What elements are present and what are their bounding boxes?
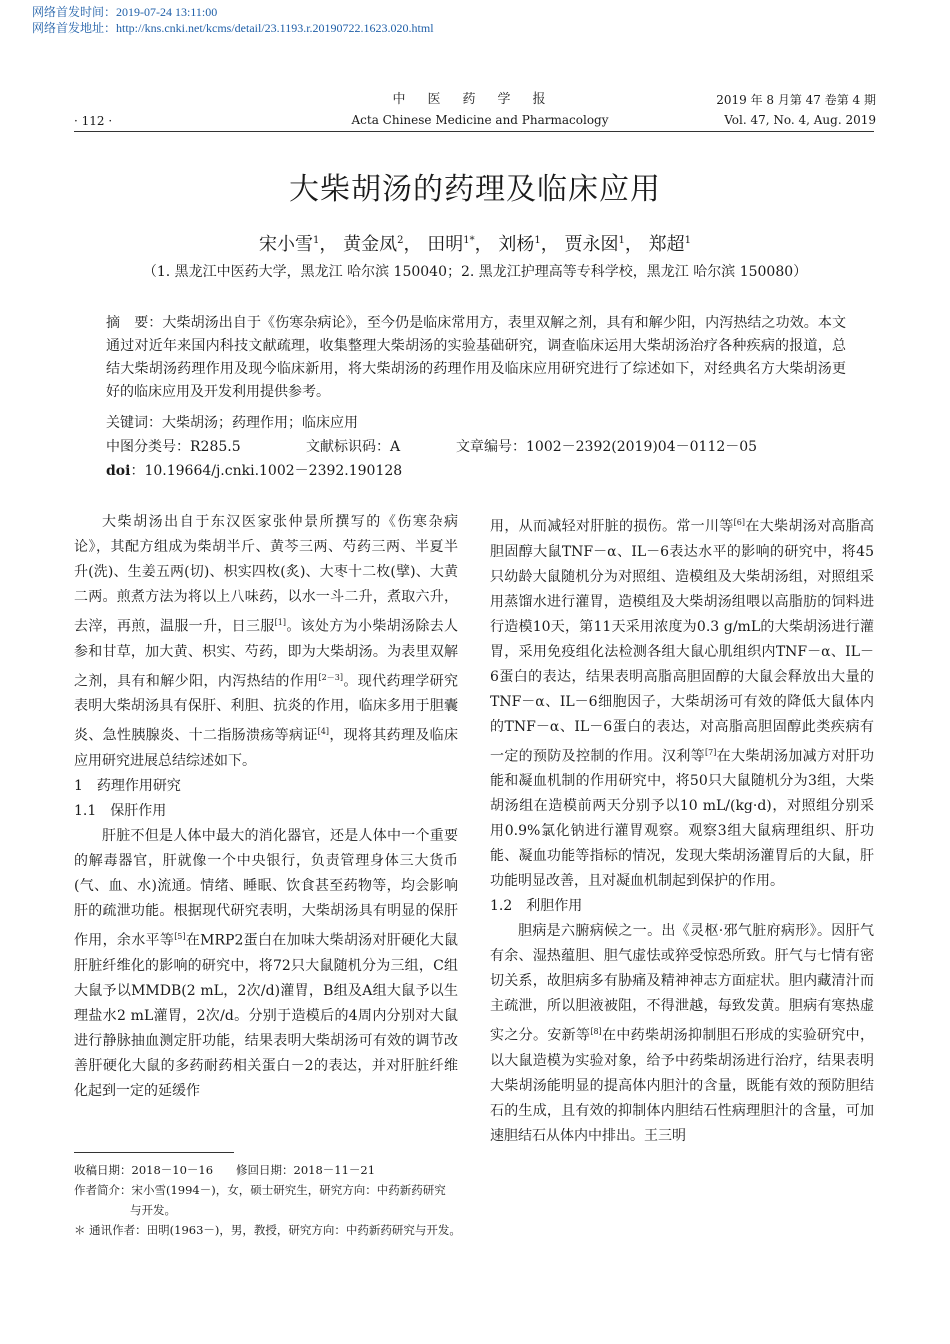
author: 黄金凤 xyxy=(343,234,398,255)
author: 刘杨 xyxy=(498,234,535,255)
clc-number: 中图分类号：R285.5 xyxy=(106,439,241,455)
citation[interactable]: [5] xyxy=(174,931,186,941)
keywords: 关键词：大柴胡汤；药理作用；临床应用 xyxy=(106,415,358,431)
citation[interactable]: [6] xyxy=(733,518,746,527)
journal-name-en: Acta Chinese Medicine and Pharmacology xyxy=(351,113,609,127)
author: 田明 xyxy=(427,234,464,255)
author: 郑超 xyxy=(648,234,685,255)
subsection-heading: 1.1 保肝作用 xyxy=(74,802,167,819)
author: 贾永囡 xyxy=(564,234,619,255)
corresponding-author: ＊ 通讯作者：田明(1963－)，男，教授，研究方向：中药新药研究与开发。 xyxy=(74,1223,461,1237)
footnotes xyxy=(74,1160,464,1240)
page-number: · 112 · xyxy=(74,114,113,128)
abstract: 摘 要：大柴胡汤出自于《伤寒杂病论》，至今仍是临床常用方，表里双解之剂，具有和解少阳，内泻热结之功效。本文通过对近年来国内科技文献疏理，收集整理大柴胡汤的实验基础研究，调查临床运用大柴胡汤治疗各种疾病的报道，总结大柴胡汤药理作用及现今临床新用，将大柴胡汤的药理作用及临床应用研究进行了综述如下，对经典名方大柴胡汤更好的临床应用及开发利用提供参考。 xyxy=(106,315,846,400)
issue-info-cn: 2019 年 8 月第 47 卷第 4 期 xyxy=(716,93,876,107)
citation[interactable]: [1] xyxy=(274,618,287,627)
right-column xyxy=(490,510,874,1149)
body-paragraph: 肝脏不但是人体中最大的消化器官，还是人体中一个重要的解毒器官，肝就像一个中央银行，负责管理身体三大货币(气、血、水)流通。情绪、睡眠、饮食甚至药物等，均会影响肝的疏泄功能。根据现代研究表明，大柴胡汤具有明显的保肝作用，余水平等[5]在MRP2蛋白在加味大柴胡汤对肝硬化大鼠肝脏纤维化的影响的研究中，将72只大鼠随机分为三组，C组大鼠予以MMDB(2 mL，2次/d)灌胃，B组及A组大鼠予以生理盐水2 mL灌胃，2次/d。分别于造模后的4周内分别对大鼠进行静脉抽血测定肝功能，结果表明大柴胡汤可有效的调节改善肝硬化大鼠的多药耐药相关蛋白－2的表达，并对肝脏纤维化起到一定的延缓作 xyxy=(74,827,459,1099)
citation[interactable]: [7] xyxy=(705,747,717,757)
author: 宋小雪 xyxy=(259,234,314,255)
document-code: 文献标识码：A xyxy=(306,439,401,455)
subsection-heading: 1.2 利胆作用 xyxy=(490,898,583,915)
section-heading: 1 药理作用研究 xyxy=(74,777,181,794)
doi-line xyxy=(106,460,846,483)
citation[interactable]: [8] xyxy=(590,1027,602,1037)
left-column xyxy=(74,510,458,1104)
author-sup: 1 xyxy=(684,235,691,246)
network-publish-url[interactable]: 网络首发地址：http://kns.cnki.net/kcms/detail/23.1193.r.20190722.1623.020.html xyxy=(32,21,434,35)
network-publish-time: 网络首发时间：2019-07-24 13:11:00 xyxy=(32,5,218,19)
intro-paragraph: 大柴胡汤出自于东汉医家张仲景所撰写的《伤寒杂病论》，其配方组成为柴胡半斤、黄芩三两、芍药三两、半夏半升(洗)、生姜五两(切)、枳实四枚(炙)、大枣十二枚(擘)、大黄二两。煎煮方法为将以上八味药，以水一斗二升，煮取六升，去滓，再煎，温服一升，日三服[1]。该处方为小柴胡汤除去人参和甘草，加大黄、枳实、芍药，即为大柴胡汤。为表里双解之剂，具有和解少阳，内泻热结的作用[2－3]。现代药理学研究表明大柴胡汤具有保肝、利胆、抗炎的作用，临床多用于胆囊炎、急性胰腺炎、十二指肠溃疡等病证[4]，现将其药理及临床应用研究进展总结综述如下。 xyxy=(74,514,459,769)
article-number: 文章编号：1002－2392(2019)04－0112－05 xyxy=(456,439,758,455)
author-intro: 作者简介：宋小雪(1994－)，女，硕士研究生，研究方向：中药新药研究 xyxy=(74,1183,446,1197)
author-sup: 1 xyxy=(313,235,320,246)
footnote-rule xyxy=(74,1152,234,1153)
classification-line xyxy=(106,436,846,459)
article-title: 大柴胡汤的药理及临床应用 xyxy=(289,172,661,207)
author-sup: 1 xyxy=(618,235,625,246)
body-paragraph: 用，从而减轻对肝脏的损伤。常一川等[6]在大柴胡汤对高脂高胆固醇大鼠TNF－α、IL－6表达水平的影响的研究中，将45只幼龄大鼠随机分为对照组、造模组及大柴胡汤组，对照组采用蒸馏水进行灌胃，造模组及大柴胡汤组喂以高脂肪的饲料进行造模10天，第11天采用浓度为0.3 g/mL的大柴胡汤进行灌胃，采用免疫组化法检测各组大鼠心肌组织内TNF－α、IL－6蛋白的表达，结果表明高脂高胆固醇的大鼠会释放出大量的TNF－α、IL－6细胞因子，大柴胡汤可有效的降低大鼠体内的TNF－α、IL－6蛋白的表达，对高脂高胆固醇此类疾病有一定的预防及控制的作用。汉利等[7]在大柴胡汤加减方对肝功能和凝血机制的作用研究中，将50只大鼠随机分为3组，大柴胡汤组在造模前两天分别予以10 mL/(kg·d)，对照组分别采用0.9%氯化钠进行灌胃观察。观察3组大鼠病理组织、肝功能、凝血功能等指标的情况，发现大柴胡汤灌胃后的大鼠，肝功能明显改善，且对凝血机制起到保护的作用。 xyxy=(490,518,875,890)
received-dates: 收稿日期：2018－10－16 修回日期：2018－11－21 xyxy=(74,1163,376,1177)
author-intro-cont: 与开发。 xyxy=(130,1203,176,1217)
author-list: 宋小雪$^1$， 黄金凤$^2$， 田明$^{1*}$， 刘杨$^1$， 贾永囡$^1$， 郑超$^1$ xyxy=(259,234,691,255)
issue-info-en: Vol. 47, No. 4, Aug. 2019 xyxy=(724,113,876,127)
doi-label: doi xyxy=(106,463,131,479)
affiliation: （1. 黑龙江中医药大学，黑龙江 哈尔滨 150040；2. 黑龙江护理高等专科学校，黑龙江 哈尔滨 150080） xyxy=(142,264,808,280)
citation[interactable]: [2－3] xyxy=(318,672,343,682)
author-sup: 1* xyxy=(463,235,475,246)
author-sup: 2 xyxy=(397,235,404,246)
header-rule xyxy=(74,131,874,132)
journal-name-cn: 中医药学报 xyxy=(392,92,568,107)
author-sup: 1 xyxy=(534,235,541,246)
body-paragraph: 胆病是六腑病候之一。出《灵枢·邪气脏府病形》。因肝气有余、湿热蕴胆、胆气虚怯或猝受惊恐所致。肝气与七情有密切关系，故胆病多有胁痛及精神神志方面症状。胆内藏清汁而主疏泄，所以胆液被阻，不得泄越，每致发黄。胆病有寒热虚实之分。安新等[8]在中药柴胡汤抑制胆石形成的实验研究中，以大鼠造模为实验对象，给予中药柴胡汤进行治疗，结果表明大柴胡汤能明显的提高体内胆汁的含量，既能有效的预防胆结石的生成，且有效的抑制体内胆结石性病理胆汁的含量，可加速胆结石从体内中排出。王三明 xyxy=(490,923,875,1144)
citation[interactable]: [4] xyxy=(317,727,330,737)
doi-value[interactable]: ：10.19664/j.cnki.1002－2392.190128 xyxy=(130,463,403,479)
